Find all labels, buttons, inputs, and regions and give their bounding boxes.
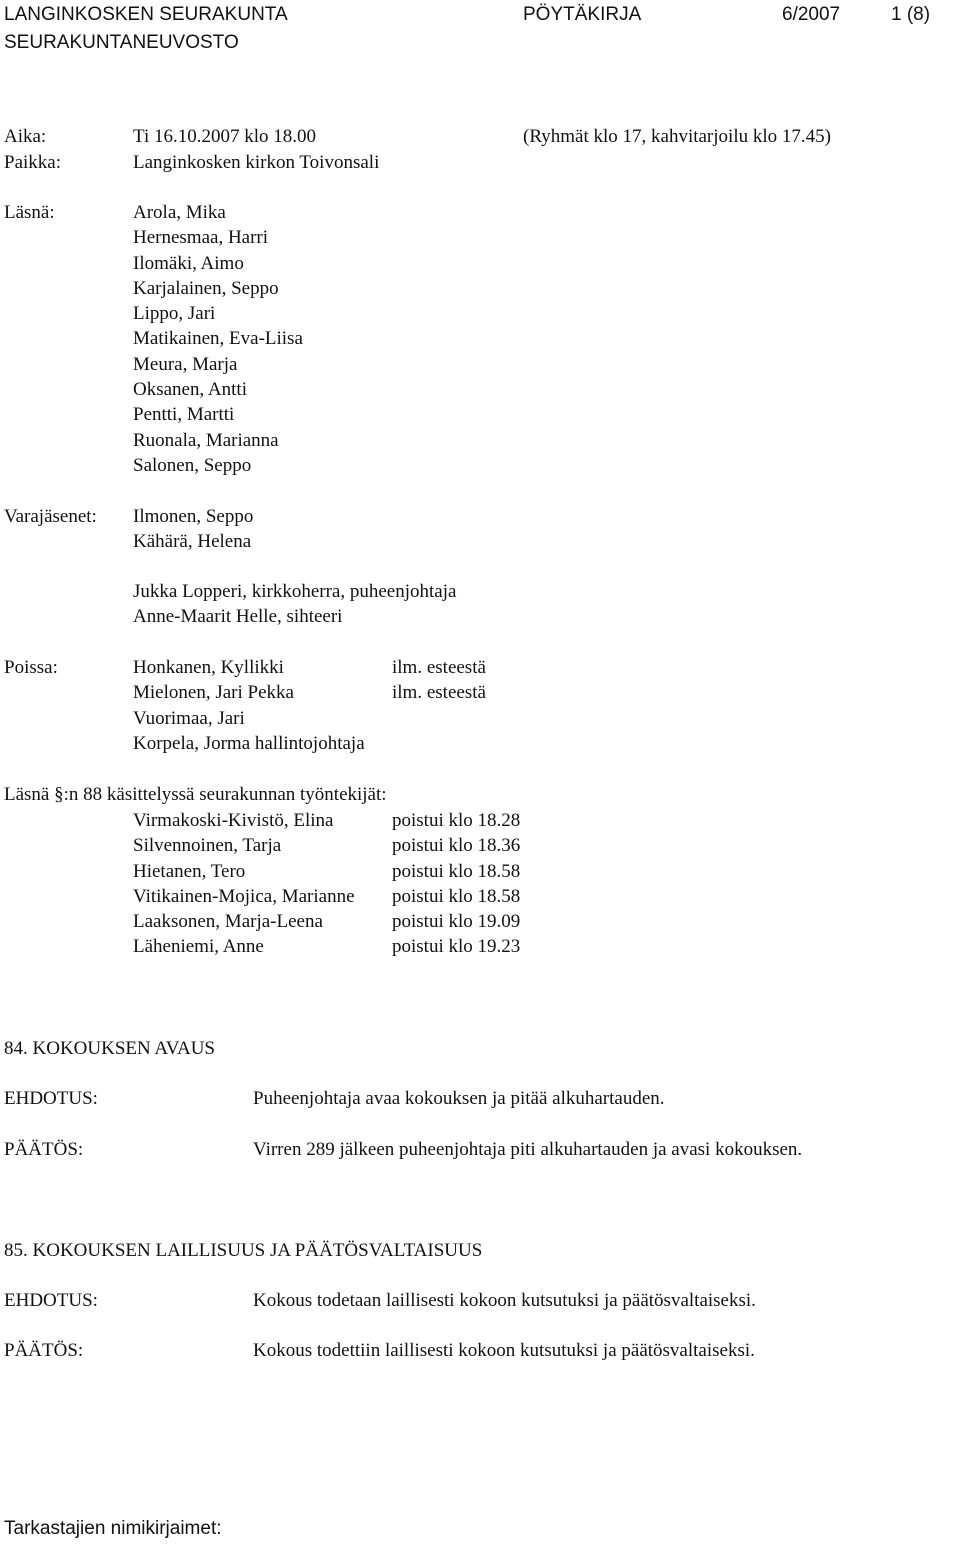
proposal-text: Kokous todetaan laillisesti kokoon kutsutuksi ja päätösvaltaiseksi.	[253, 1290, 756, 1311]
list-item: Hernesmaa, Harri	[133, 227, 269, 249]
absent-name: Korpela, Jorma hallintojohtaja	[133, 732, 365, 754]
table-row	[133, 680, 486, 705]
absent-note: ilm. esteestä	[392, 657, 486, 678]
staff-note: poistui klo 18.36	[392, 835, 521, 857]
list-item: Meura, Marja	[133, 353, 238, 375]
table-row	[133, 808, 521, 833]
staff-note: poistui klo 18.28	[392, 810, 521, 831]
page-number: 1 (8)	[891, 4, 931, 25]
list-item: Karjalainen, Seppo	[133, 277, 279, 299]
list-item: Oksanen, Antti	[133, 379, 247, 401]
decision-label: PÄÄTÖS:	[4, 1139, 84, 1160]
deputies-label: Varajäsenet:	[4, 506, 97, 527]
doc-type: PÖYTÄKIRJA	[523, 4, 642, 25]
org-name: LANGINKOSKEN SEURAKUNTA	[4, 4, 288, 25]
list-item: Ilomäki, Aimo	[133, 252, 244, 274]
table-row	[133, 833, 521, 858]
staff-note: poistui klo 18.58	[392, 885, 521, 907]
table-row	[133, 655, 486, 680]
table-row	[133, 859, 521, 884]
staff-intro: Läsnä §:n 88 käsittelyssä seurakunnan työntekijät:	[4, 784, 387, 805]
officials-list	[133, 579, 456, 630]
proposal-label: EHDOTUS:	[4, 1088, 98, 1109]
proposal-label: EHDOTUS:	[4, 1290, 98, 1311]
absent-note: ilm. esteestä	[392, 682, 486, 704]
staff-name: Laaksonen, Marja-Leena	[133, 911, 323, 933]
table-row	[133, 909, 521, 934]
signatures-label: Tarkastajien nimikirjaimet:	[4, 1518, 222, 1539]
absent-list	[133, 655, 486, 756]
absent-name: Mielonen, Jari Pekka	[133, 682, 294, 704]
time-label: Aika:	[4, 126, 47, 147]
list-item: Ilmonen, Seppo	[133, 506, 254, 527]
absent-name: Honkanen, Kyllikki	[133, 657, 284, 678]
list-item: Kähärä, Helena	[133, 531, 252, 553]
present-label: Läsnä:	[4, 202, 55, 223]
table-row	[133, 706, 365, 731]
list-item: Anne-Maarit Helle, sihteeri	[133, 606, 343, 628]
list-item: Matikainen, Eva-Liisa	[133, 328, 303, 350]
absent-name: Vuorimaa, Jari	[133, 707, 245, 729]
absent-label: Poissa:	[4, 657, 58, 678]
staff-name: Läheniemi, Anne	[133, 936, 264, 958]
proposal-text: Puheenjohtaja avaa kokouksen ja pitää alkuhartauden.	[253, 1088, 665, 1109]
list-item: Lippo, Jari	[133, 303, 216, 325]
present-list	[133, 200, 303, 478]
staff-note: poistui klo 19.23	[392, 936, 521, 958]
body-name: SEURAKUNTANEUVOSTO	[4, 32, 239, 53]
doc-number: 6/2007	[782, 4, 841, 25]
staff-name: Virmakoski-Kivistö, Elina	[133, 810, 334, 831]
list-item: Pentti, Martti	[133, 404, 235, 426]
list-item: Arola, Mika	[133, 202, 226, 223]
time-note: (Ryhmät klo 17, kahvitarjoilu klo 17.45)	[523, 126, 831, 147]
table-row	[133, 934, 521, 959]
section-title: 85. KOKOUKSEN LAILLISUUS JA PÄÄTÖSVALTAISUUS	[4, 1240, 483, 1261]
staff-note: poistui klo 19.09	[392, 911, 521, 933]
list-item: Salonen, Seppo	[133, 454, 252, 476]
staff-name: Silvennoinen, Tarja	[133, 835, 282, 857]
time-value: Ti 16.10.2007 klo 18.00	[133, 126, 316, 147]
decision-text: Kokous todettiin laillisesti kokoon kutsutuksi ja päätösvaltaiseksi.	[253, 1340, 755, 1361]
section-title: 84. KOKOUKSEN AVAUS	[4, 1038, 215, 1059]
deputies-list	[133, 504, 253, 555]
list-item: Ruonala, Marianna	[133, 429, 279, 451]
decision-text: Virren 289 jälkeen puheenjohtaja piti alkuhartauden ja avasi kokouksen.	[253, 1139, 803, 1160]
place-label: Paikka:	[4, 152, 61, 173]
list-item: Jukka Lopperi, kirkkoherra, puheenjohtaja	[133, 581, 457, 602]
staff-name: Vitikainen-Mojica, Marianne	[133, 885, 355, 907]
staff-name: Hietanen, Tero	[133, 860, 246, 882]
staff-list	[133, 808, 521, 960]
staff-note: poistui klo 18.58	[392, 860, 521, 882]
place-value: Langinkosken kirkon Toivonsali	[133, 152, 380, 173]
table-row	[133, 731, 365, 756]
table-row	[133, 884, 521, 909]
decision-label: PÄÄTÖS:	[4, 1340, 84, 1361]
